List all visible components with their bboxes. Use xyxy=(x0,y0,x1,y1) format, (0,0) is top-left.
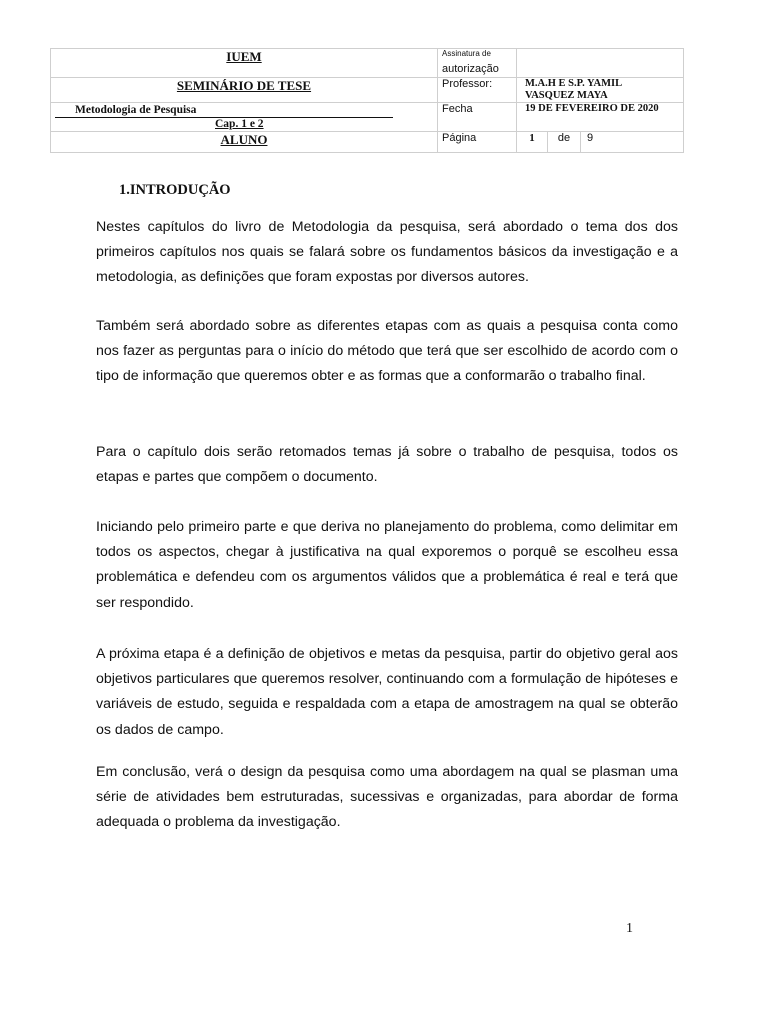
date-value: 19 DE FEVEREIRO DE 2020 xyxy=(525,103,659,114)
chapters: Cap. 1 e 2 xyxy=(215,118,264,130)
seminar-cell xyxy=(51,78,438,103)
page-info-cell xyxy=(517,132,684,153)
professor-label: Professor: xyxy=(442,78,493,90)
header-table xyxy=(50,48,684,153)
paragraph-2: Também será abordado sobre as diferentes etapas com as quais a pesquisa conta como nos fazer as perguntas para o início do método que terá que ser escolhido de acordo com o tipo de informação que queremos obter e as formas que a conformarão o trabalho final. xyxy=(96,318,678,385)
institution-name: IUEM xyxy=(226,49,262,64)
institution-cell xyxy=(51,49,438,78)
page-label: Página xyxy=(442,132,477,144)
student-label: ALUNO xyxy=(220,132,268,147)
authorization-label-cell xyxy=(438,49,517,78)
date-value-cell xyxy=(517,103,684,132)
professor-label-cell xyxy=(438,78,517,103)
subject-cell xyxy=(51,103,438,132)
page-current: 1 xyxy=(517,132,548,152)
authorization-label-line2: autorização xyxy=(442,63,499,75)
page-label-cell xyxy=(438,132,517,153)
paragraph-5: A próxima etapa é a definição de objetivos e metas da pesquisa, partir do objetivo geral aos objetivos particulares que queremos resolver, continuando com a formulação de hipóteses e variáveis de estudo, seguida e respaldada com a etapa de amostragem na qual se obterão os dados de campo. xyxy=(96,646,678,738)
paragraph-1: Nestes capítulos do livro de Metodologia da pesquisa, será abordado o tema dos dos primeiros capítulos nos quais se falará sobre os fundamentos básicos da investigação e a metodologia, as definições que foram expostas por diversos autores. xyxy=(96,219,678,286)
professor-value-line2: VASQUEZ MAYA xyxy=(525,90,608,101)
page-of: de xyxy=(548,132,581,152)
professor-value-cell xyxy=(517,78,684,103)
paragraph-6: Em conclusão, verá o design da pesquisa como uma abordagem na qual se plasman uma série de atividades bem estruturadas, sucessivas e organizadas, para abordar de forma adequada o problema da investigação. xyxy=(96,764,678,831)
date-label-cell xyxy=(438,103,517,132)
section-title: 1.INTRODUÇÃO xyxy=(119,182,231,198)
student-cell xyxy=(51,132,438,153)
authorization-label-line1: Assinatura de xyxy=(442,49,491,58)
page-total: 9 xyxy=(587,132,594,144)
date-label: Fecha xyxy=(442,103,473,115)
subject-name: Metodologia de Pesquisa xyxy=(55,104,393,118)
authorization-value-cell xyxy=(517,49,684,78)
page-number: 1 xyxy=(626,921,633,936)
seminar-title: SEMINÁRIO DE TESE xyxy=(176,78,312,93)
professor-value-line1: M.A.H E S.P. YAMIL xyxy=(525,78,623,89)
paragraph-4: Iniciando pelo primeiro parte e que deriva no planejamento do problema, como delimitar em todos os aspectos, chegar à justificativa na qual exporemos o porquê se escolheu essa problemática e defendeu com os argumentos válidos que a problemática é real e terá que ser respondido. xyxy=(96,519,678,611)
paragraph-3: Para o capítulo dois serão retomados temas já sobre o trabalho de pesquisa, todos os etapas e partes que compõem o documento. xyxy=(96,444,678,486)
